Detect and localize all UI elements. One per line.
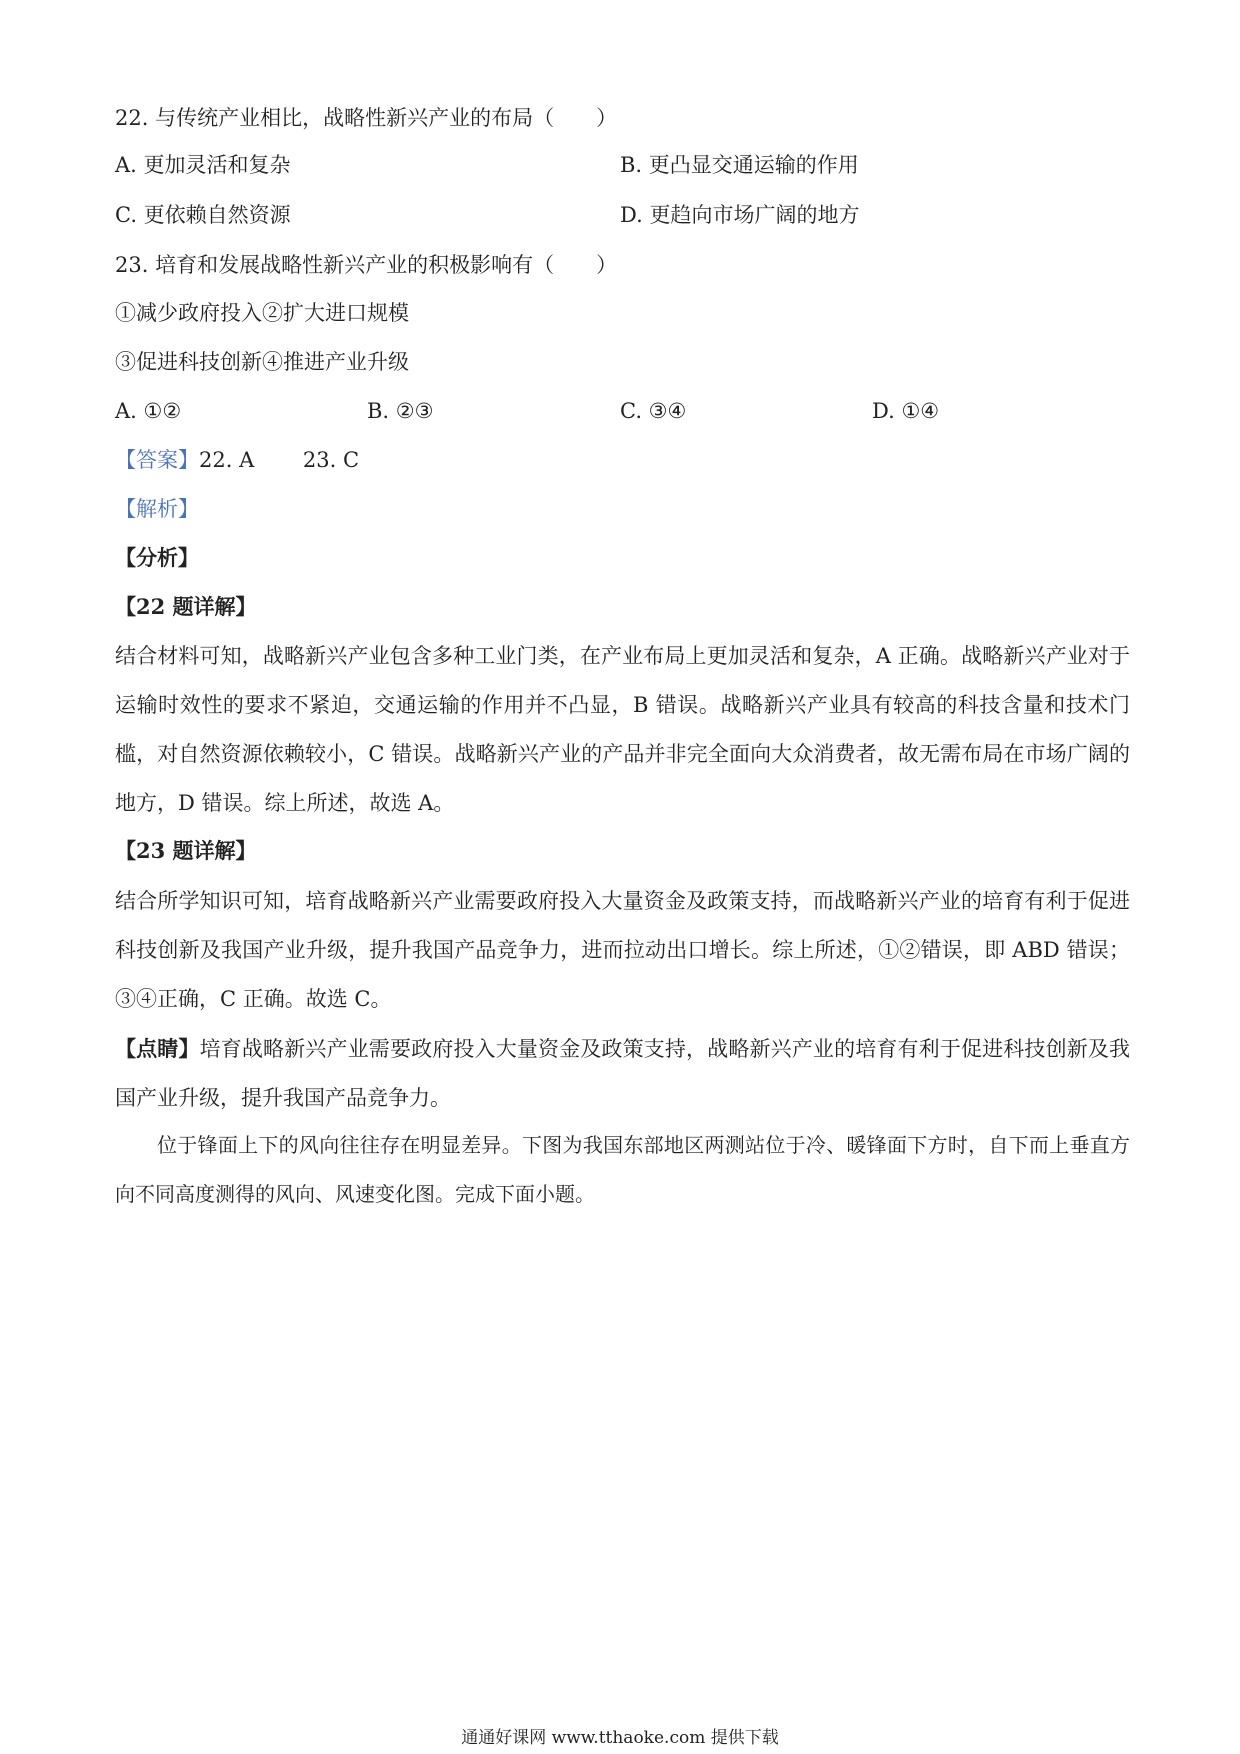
- detail22-label: 【22 题详解】: [115, 594, 257, 619]
- q23-option-c: C. ③④: [620, 399, 687, 423]
- footer-source: 通通好课网 www.tthaoke.com 提供下载: [461, 1728, 779, 1748]
- detail23-label: 【23 题详解】: [115, 838, 257, 863]
- dianjing-paragraph: [115, 1024, 1130, 1123]
- q23-option-b: B. ②③: [367, 399, 434, 423]
- q22-stem: 22. 与传统产业相比，战略性新兴产业的布局（ ）: [115, 106, 618, 130]
- q23-items-line1: ①减少政府投入②扩大进口规模: [115, 301, 409, 325]
- detail23-text: 结合所学知识可知，培育战略新兴产业需要政府投入大量资金及政策支持，而战略新兴产业的培育有利于促进科技创新及我国产业升级，提升我国产品竞争力，进而拉动出口增长。综上所述，①②错误，即 ABD 错误；③④正确，C 正确。故选 C。: [115, 889, 1130, 1011]
- answer-label: 【答案】: [115, 448, 199, 472]
- q22-option-b: B. 更凸显交通运输的作用: [620, 153, 859, 177]
- intro-paragraph: 位于锋面上下的风向往往存在明显差异。下图为我国东部地区两测站位于冷、暖锋面下方时，自下而上垂直方向不同高度测得的风向、风速变化图。完成下面小题。: [115, 1133, 1130, 1206]
- answer-line: [115, 445, 359, 475]
- q23-stem: 23. 培育和发展战略性新兴产业的积极影响有（ ）: [115, 253, 618, 277]
- answer-text: 22. A 23. C: [199, 448, 360, 472]
- dianjing-label: 【点睛】: [115, 1036, 200, 1061]
- q23-option-a: A. ①②: [115, 399, 182, 423]
- q23-items-line2: ③促进科技创新④推进产业升级: [115, 350, 409, 374]
- q22-option-a: A. 更加灵活和复杂: [115, 153, 291, 177]
- q22-option-c: C. 更依赖自然资源: [115, 203, 291, 227]
- dianjing-text: 培育战略新兴产业需要政府投入大量资金及政策支持，战略新兴产业的培育有利于促进科技创新及我国产业升级，提升我国产品竞争力。: [115, 1037, 1131, 1110]
- fenxi-label: 【分析】: [115, 545, 199, 570]
- analysis-label: 【解析】: [115, 497, 199, 521]
- detail22-text: 结合材料可知，战略新兴产业包含多种工业门类，在产业布局上更加灵活和复杂，A 正确。战略新兴产业对于运输时效性的要求不紧迫，交通运输的作用并不凸显，B 错误。战略新兴产业具有较高的科技含量和技术门槛，对自然资源依赖较小，C 错误。战略新兴产业的产品并非完全面向大众消费者，故无需布局在市场广阔的地方，D 错误。综上所述，故选 A。: [115, 644, 1130, 815]
- q22-option-d: D. 更趋向市场广阔的地方: [620, 203, 860, 227]
- q23-option-d: D. ①④: [872, 399, 940, 423]
